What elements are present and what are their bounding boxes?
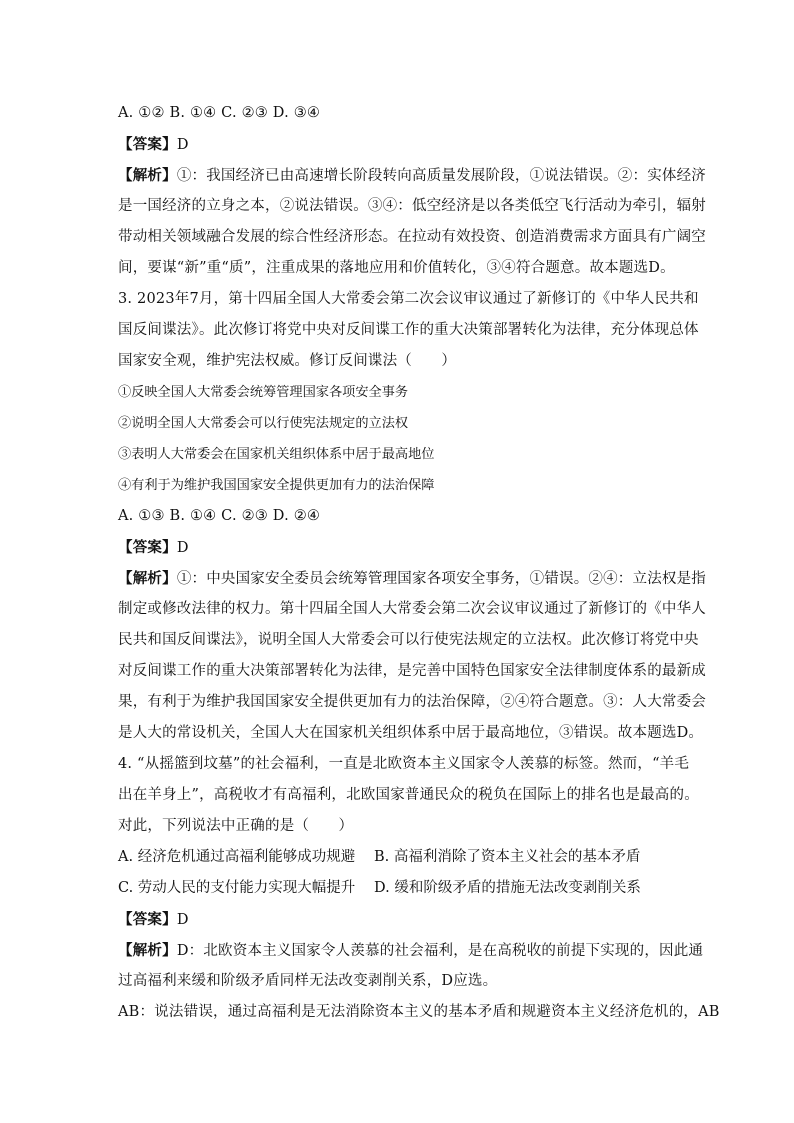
q4-analysis-line: 过高福利来缓和阶级矛盾同样无法改变剥削关系，D应选。 (118, 973, 498, 989)
q2-analysis-line: 带动相关领域融合发展的综合性经济形态。在拉动有效投资、创造消费需求方面具有广阔空 (118, 229, 706, 245)
q4-option-b: B. 高福利消除了资本主义社会的基本矛盾 (374, 849, 641, 865)
q2-analysis-line: 是一国经济的立身之本，②说法错误。③④：低空经济是以各类低空飞行活动为牵引，辐射 (118, 198, 706, 214)
q3-statement: ①反映全国人大常委会统筹管理国家各项安全事务 (118, 385, 409, 400)
q3-options: A. ①③ B. ①④ C. ②③ D. ②④ (118, 508, 321, 524)
q2-analysis-line: 间，要谋“新”重“质”，注重成果的落地应用和价值转化，③④符合题意。故本题选D。 (118, 260, 675, 276)
q3-statement: ②说明全国人大常委会可以行使宪法规定的立法权 (118, 416, 409, 431)
q4-analysis-line: 【解析】D：北欧资本主义国家令人羡慕的社会福利，是在高税收的前提下实现的，因此通 (118, 942, 704, 959)
q2-options: A. ①② B. ①④ C. ②③ D. ③④ (118, 105, 321, 121)
q4-options-row (118, 842, 686, 873)
document-page (118, 98, 720, 1028)
q4-option-a: A. 经济危机通过高福利能够成功规避 (118, 849, 356, 865)
q3-statement: ④有利于为维护我国国家安全提供更加有力的法治保障 (118, 478, 435, 493)
q3-stem-line: 3. 2023年7月，第十四届全国人大常委会第二次会议审议通过了新修订的《中华人民共和 (118, 291, 699, 307)
q3-stem-line: 国家安全观，维护宪法权威。修订反间谍法（ ） (118, 353, 457, 369)
q3-stem-line: 国反间谍法》。此次修订将党中央对反间谍工作的重大决策部署转化为法律，充分体现总体 (118, 322, 699, 338)
q3-analysis-line: 【解析】①：中央国家安全委员会统筹管理国家各项安全事务，①错误。②④：立法权是指 (118, 570, 707, 587)
q3-statement: ③表明人大常委会在国家机关组织体系中居于最高地位 (118, 447, 435, 462)
q3-analysis-line: 果，有利于为维护我国国家安全提供更加有力的法治保障，②④符合题意。③：人大常委会 (118, 694, 706, 710)
q3-analysis-line: 制定或修改法律的权力。第十四届全国人大常委会第二次会议审议通过了新修订的《中华人 (118, 601, 706, 617)
q4-analysis-line: AB：说法错误，通过高福利是无法消除资本主义的基本矛盾和规避资本主义经济危机的，AB (118, 1004, 720, 1020)
q4-stem-line: 出在羊身上”，高税收才有高福利，北欧国家普通民众的税负在国际上的排名也是最高的。 (118, 787, 699, 803)
q4-option-d: D. 缓和阶级矛盾的措施无法改变剥削关系 (374, 880, 641, 896)
q3-analysis-line: 民共和国反间谍法》，说明全国人大常委会可以行使宪法规定的立法权。此次修订将党中央 (118, 632, 699, 648)
q3-answer: 【答案】D (118, 539, 189, 556)
q4-stem-line: 对此，下列说法中正确的是（ ） (118, 818, 354, 834)
q4-option-c: C. 劳动人民的支付能力实现大幅提升 (118, 880, 356, 896)
q3-analysis-line: 对反间谍工作的重大决策部署转化为法律，是完善中国特色国家安全法律制度体系的最新成 (118, 663, 706, 679)
q3-analysis-line: 是人大的常设机关，全国人大在国家机关组织体系中居于最高地位，③错误。故本题选D。 (118, 725, 704, 741)
q4-stem-line: 4. “从摇篮到坟墓”的社会福利，一直是北欧资本主义国家令人羡慕的标签。然而，“羊毛 (118, 756, 690, 772)
q4-options-row (118, 873, 686, 904)
q2-answer: 【答案】D (118, 136, 189, 153)
q2-analysis-line: 【解析】①：我国经济已由高速增长阶段转向高质量发展阶段，①说法错误。②：实体经济 (118, 167, 707, 184)
q4-answer: 【答案】D (118, 911, 189, 928)
